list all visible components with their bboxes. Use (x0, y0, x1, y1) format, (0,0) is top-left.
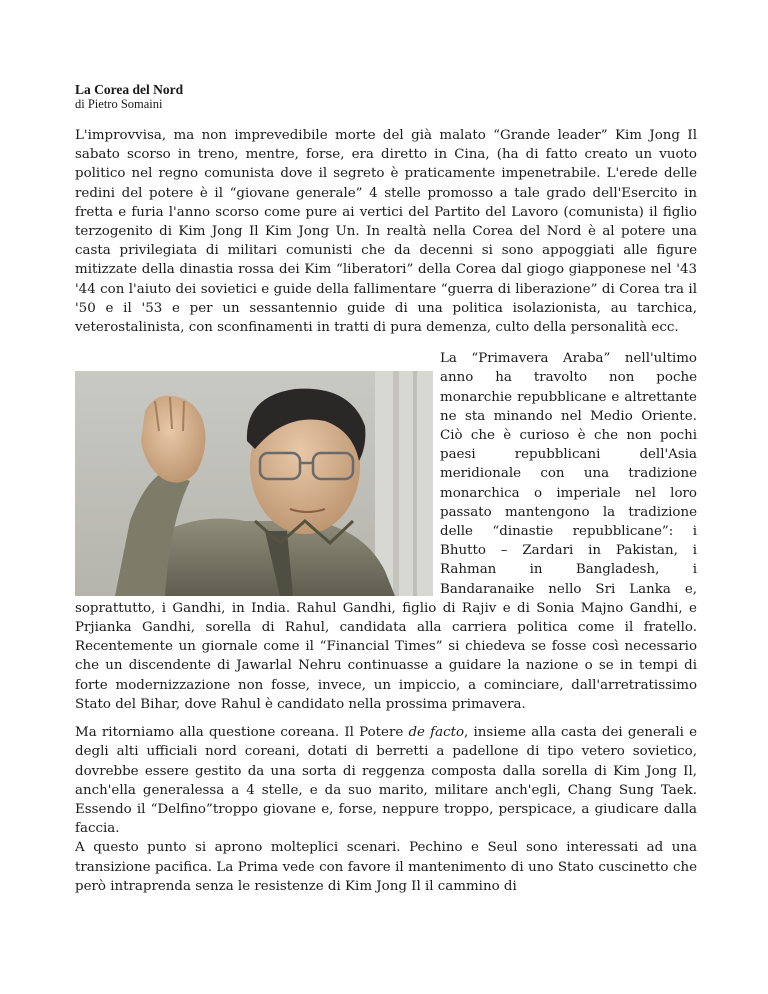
portrait-photo-image (75, 371, 433, 596)
paragraph-3-end: , insieme alla casta dei generali e degli alti ufficiali nord coreani, dotati di berretti a padellone di tipo vetero sovietico, dovrebbe essere gestito da una sorta di reggenza composta dalla sorella di Kim Jong Il, anch'ella generalessa a 4 stelle, e da suo marito, militare anch'egli, Chang Sung Taek. Essendo il “Delfino”troppo giovane e, forse, neppure troppo, perspicace, a giudicare dalla faccia. (75, 725, 697, 837)
document-page (75, 82, 697, 908)
paragraph-1: L'improvvisa, ma non imprevedibile morte del già malato “Grande leader” Kim Jong Il sabato scorso in treno, mentre, forse, era diretto in Cina, (ha di fatto creato un vuoto politico nel regno comunista dove il segreto è praticamente impenetrabile. L'erede delle redini del potere è il “giovane generale” 4 stelle promosso a tale grado dell'Esercito in fretta e furia l'anno scorso come pure ai vertici del Partito del Lavoro (comunista) il figlio terzogenito di Kim Jong Il Kim Jong Un. In realtà nella Corea del Nord è al potere una casta privilegiata di militari comunisti che da decenni si sono appoggiati alle figure mitizzate della dinastia rossa dei Kim “liberatori” della Corea dal giogo giapponese nel '43 '44 con l'aiuto dei sovietici e guide della fallimentare “guerra di liberazione” di Corea tra il '50 e il '53 e per un sessantennio guide di una politica isolazionista, au tarchica, veterostalinista, con sconfinamenti in tratti di pura demenza, culto della personalità ecc. (75, 128, 697, 336)
portrait-photo (75, 371, 433, 596)
paragraph-3 (75, 723, 697, 838)
paragraph-3-italic-phrase: de facto (408, 725, 465, 741)
paragraph-4: A questo punto si aprono molteplici scenari. Pechino e Seul sono interessati ad una transizione pacifica. La Prima vede con favore il mantenimento di uno Stato cuscinetto che però intraprenda senza le resistenze di Kim Jong Il il cammino di (75, 840, 697, 894)
paragraph-2: La “Primavera Araba” nell'ultimo anno ha travolto non poche monarchie repubblicane e altrettante ne sta minando nel Medio Oriente. Ciò che è curioso è che non pochi paesi repubblicani dell'Asia meridionale con una tradizione monarchica o imperiale nel loro passato mantengono la tradizione delle “dinastie repubblicane”: i Bhutto – Zardari in Pakistan, i Rahman in Bangladesh, i Bandaranaike nello Sri Lanka e, soprattutto, i Gandhi, in India. Rahul Gandhi, figlio di Rajiv e di Sonia Majno Gandhi, e Prjianka Gandhi, sorella di Rahul, candidata alla carriera politica come il fratello. Recentemente un giornale come il “Financial Times” si chiedeva se fosse così necessario che un discendente di Jawarlal Nehru continuasse a guidare la nazione o se in tempi di forte modernizzazione non fosse, invece, un impiccio, a cominciare, dall'arretratissimo Stato del Bihar, dove Rahul è candidato nella prossima primavera. (75, 351, 697, 712)
article-title: La Corea del Nord (75, 82, 184, 97)
paragraph-3-start: Ma ritorniamo alla questione coreana. Il Potere (75, 725, 409, 741)
article-author: di Pietro Somaini (75, 97, 163, 111)
